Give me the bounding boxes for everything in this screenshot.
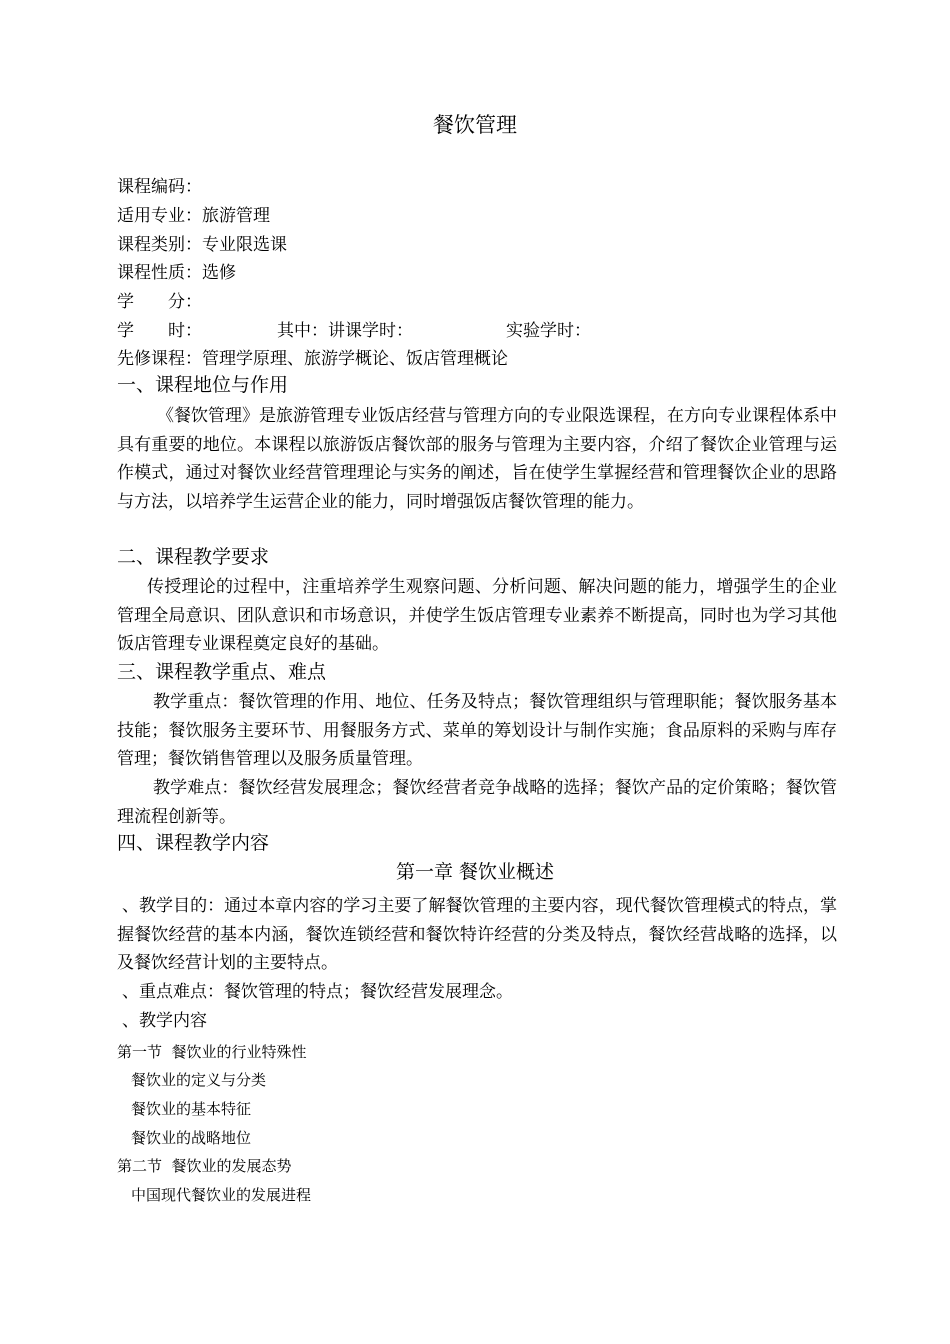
section-3-difficulties: 教学难点：餐饮经营发展理念；餐饮经营者竞争战略的选择；餐饮产品的定价策略；餐饮管理流程创新等。 <box>117 778 837 827</box>
section-1-heading: 一、课程地位与作用 <box>117 374 289 396</box>
section-3-heading: 三、课程教学重点、难点 <box>117 661 327 683</box>
document-title: 餐饮管理 <box>433 113 517 137</box>
chapter-1-content-label: 、教学内容 <box>122 1011 207 1031</box>
section-2-heading: 二、课程教学要求 <box>117 546 270 568</box>
meta-credit: 学 分： <box>117 292 202 312</box>
meta-lab-hours: 实验学时： <box>506 321 591 341</box>
meta-prerequisites: 先修课程：管理学原理、旅游学概论、饭店管理概论 <box>117 349 508 369</box>
meta-major: 适用专业：旅游管理 <box>117 206 270 226</box>
section-3-key-points: 教学重点：餐饮管理的作用、地位、任务及特点；餐饮管理组织与管理职能；餐饮服务基本技能；餐饮服务主要环节、用餐服务方式、菜单的筹划设计与制作实施；食品原料的采购与库存管理；餐饮销售管理以及服务质量管理。 <box>117 692 837 770</box>
toc-item: 餐饮业的战略地位 <box>131 1129 252 1147</box>
chapter-1-objective <box>117 892 837 978</box>
section-2-text: 传授理论的过程中，注重培养学生观察问题、分析问题、解决问题的能力，增强学生的企业管理全局意识、团队意识和市场意识，并使学生饭店管理专业素养不断提高，同时也为学习其他饭店管理专业课程奠定良好的基础。 <box>117 577 837 655</box>
objective-text: 通过本章内容的学习主要了解餐饮管理的主要内容，现代餐饮管理模式的特点，掌握餐饮经营的基本内涵，餐饮连锁经营和餐饮特许经营的分类及特点，餐饮经营战略的选择，以及餐饮经营计划的主要特点。 <box>117 896 838 974</box>
objective-label: 、教学目的： <box>122 896 225 916</box>
chapter-1-focus <box>117 978 837 1007</box>
meta-lecture-hours: 其中：讲课学时： <box>277 321 413 341</box>
toc-section-2: 第二节 餐饮业的发展态势 <box>117 1157 292 1175</box>
chapter-1-title: 第一章 餐饮业概述 <box>395 861 555 883</box>
section-4-heading: 四、课程教学内容 <box>117 832 270 854</box>
section-1-text: 《餐饮管理》是旅游管理专业饭店经营与管理方向的专业限选课程，在方向专业课程体系中具有重要的地位。本课程以旅游饭店餐饮部的服务与管理为主要内容，介绍了餐饮企业管理与运作模式，通过对餐饮业经营管理理论与实务的阐述，旨在使学生掌握经营和管理餐饮企业的思路与方法，以培养学生运营企业的能力，同时增强饭店餐饮管理的能力。 <box>117 406 837 512</box>
meta-category: 课程类别：专业限选课 <box>117 235 287 255</box>
toc-section-1: 第一节 餐饮业的行业特殊性 <box>117 1043 307 1061</box>
focus-text: 餐饮管理的特点；餐饮经营发展理念。 <box>224 982 513 1002</box>
meta-course-code: 课程编码： <box>117 177 202 197</box>
toc-item: 中国现代餐饮业的发展进程 <box>131 1186 312 1204</box>
focus-label: 、重点难点： <box>122 982 224 1002</box>
meta-hours: 学 时： <box>117 321 202 341</box>
toc-item: 餐饮业的基本特征 <box>131 1100 252 1118</box>
meta-nature: 课程性质：选修 <box>117 263 236 283</box>
toc-item: 餐饮业的定义与分类 <box>131 1071 267 1089</box>
